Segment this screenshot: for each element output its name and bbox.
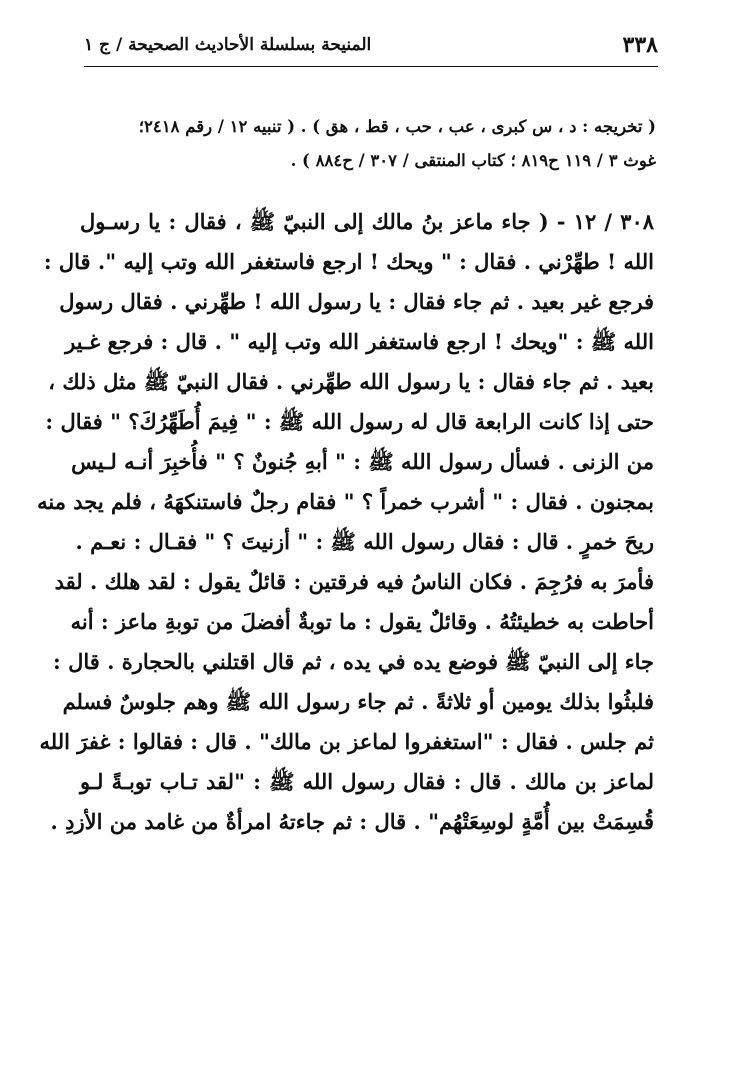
hadith-text <box>37 202 655 842</box>
hadith-line: قُسِمَتْ بين أُمَّةٍ لوسِعَتْهُم" . قال : ثم جاءتهُ امرأةٌ من غامد من الأزدِ . <box>50 809 654 834</box>
header-divider <box>84 66 658 67</box>
hadith-line: الله ﷺ : "ويحك ! ارجع فاستغفر الله وتب إليه " . قال : فرجع غـير <box>65 329 654 354</box>
hadith-line: بعيد . ثم جاء فقال : يا رسول الله طهِّرني . فقال النبيّ ﷺ مثل ذلك ، <box>48 369 654 394</box>
hadith-line: حتى إذا كانت الرابعة قال له رسول الله ﷺ : " فِيمَ أُطَهِّرُكَ؟ " فقال : <box>45 409 654 434</box>
hadith-line: ريحَ خمرٍ . قال : فقال رسول الله ﷺ : " أزنيتَ ؟ " فقـال : نعـم . <box>75 529 654 554</box>
hadith-line: فأمرَ به فرُجِمَ . فكان الناسُ فيه فرقتين : قائلٌ يقول : لقد هلك . لقد <box>54 569 654 594</box>
hadith-line: الله ! طهِّرْني . فقال : " ويحك ! ارجع فاستغفر الله وتب إليه ". قال : <box>43 249 654 274</box>
page-number: ٣٣٨ <box>622 32 658 58</box>
hadith-line: جاء إلى النبيّ ﷺ فوضع يده في يده ، ثم قال اقتلني بالحجارة . قال : <box>53 649 654 674</box>
takhrij-line: ( تخريجه : د ، س كبرى ، عب ، حب ، قط ، هق ) . ( تنبيه ١٢ / رقم ٢٤١٨؛ <box>138 117 656 136</box>
page-header <box>84 30 658 60</box>
hadith-line: ثم جلس . فقال : "استغفروا لماعز بن مالك" . قال : فقالوا : غفرَ الله <box>39 729 654 754</box>
hadith-line: لماعز بن مالك . قال : فقال رسول الله ﷺ : "لقد تـاب توبـةً لـو <box>80 769 654 794</box>
hadith-line: ٣٠٨ / ١٢ - ( جاء ماعز بنُ مالك إلى النبيّ ﷺ ، فقال : يا رسـول <box>80 209 655 234</box>
hadith-line: فرجع غير بعيد . ثم جاء فقال : يا رسول الله ! طهِّرني . فقال رسول <box>59 289 654 314</box>
hadith-line: فلبثُوا بذلك يومين أو ثلاثةً . ثم جاء رسول الله ﷺ وهم جلوسٌ فسلم <box>62 689 654 714</box>
takhrij-note <box>80 110 656 178</box>
running-title: المنيحة بسلسلة الأحاديث الصحيحة / ج ١ <box>84 35 372 55</box>
takhrij-line: غوث ٣ / ١١٩ ح٨١٩ ؛ كتاب المنتقى / ٣٠٧ / ح٨٨٤ ) . <box>290 151 656 170</box>
hadith-line: بمجنون . فقال : " أشرب خمراً ؟ " فقام رجلٌ فاستنكهَهُ ، فلم يجد منه <box>37 489 654 514</box>
hadith-line: من الزنى . فسأل رسول الله ﷺ : " أبهِ جُنونٌ ؟ " فأُخبِرَ أنـه لـيس <box>71 449 654 474</box>
hadith-line: أحاطت به خطيئتُهُ . وقائلٌ يقول : ما توبةٌ أفضلَ من توبةِ ماعز : أنه <box>70 609 654 634</box>
